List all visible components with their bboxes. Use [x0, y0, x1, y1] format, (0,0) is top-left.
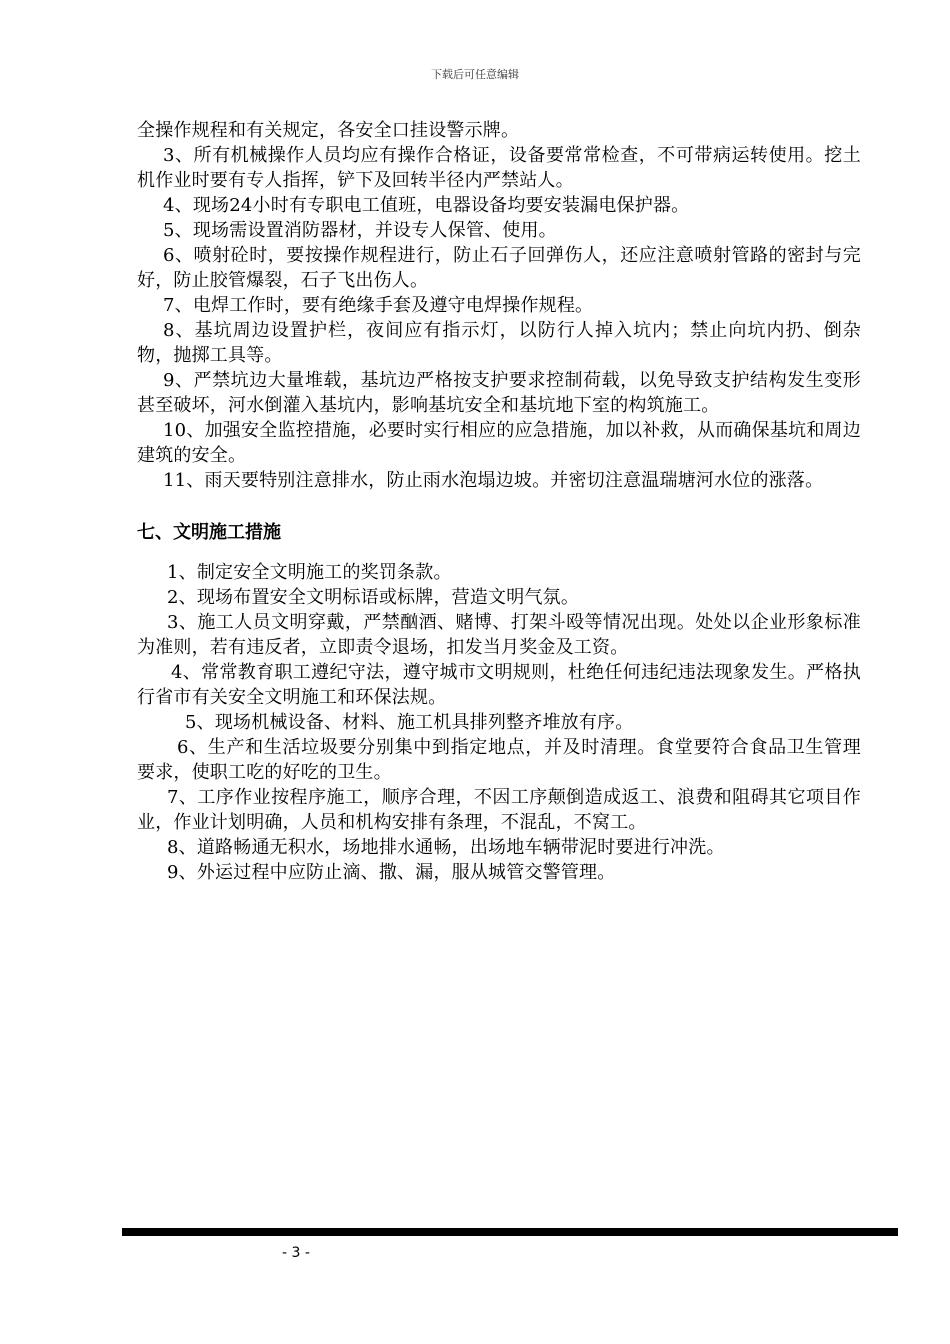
paragraph: 5、现场需设置消防器材，并设专人保管、使用。 [163, 220, 557, 241]
paragraph: 9、严禁坑边大量堆载，基坑边严格按支护要求控制荷载，以免导致支护结构发生变形甚至破坏，河水倒灌入基坑内，影响基坑安全和基坑地下室的构筑施工。 [137, 370, 861, 416]
section-heading: 七、文明施工措施 [137, 522, 281, 543]
paragraph: 全操作规程和有关规定，各安全口挂设警示牌。 [137, 120, 520, 141]
paragraph: 5、现场机械设备、材料、施工机具排列整齐堆放有序。 [185, 712, 634, 733]
paragraph: 4、现场24小时有专职电工值班，电器设备均要安装漏电保护器。 [163, 195, 690, 216]
paragraph: 10、加强安全监控措施，必要时实行相应的应急措施，加以补救，从而确保基坑和周边建筑的安全。 [137, 420, 861, 466]
paragraph: 9、外运过程中应防止滴、撒、漏，服从城管交警管理。 [167, 862, 616, 883]
paragraph: 8、道路畅通无积水，场地排水通畅，出场地车辆带泥时要进行冲洗。 [167, 837, 725, 858]
page-header: 下载后可任意编辑 [431, 68, 519, 81]
paragraph: 1、制定安全文明施工的奖罚条款。 [167, 562, 452, 583]
paragraph: 11、雨天要特别注意排水，防止雨水泡塌边坡。并密切注意温瑞塘河水位的涨落。 [163, 470, 824, 491]
paragraph: 8、基坑周边设置护栏，夜间应有指示灯，以防行人掉入坑内；禁止向坑内扔、倒杂物，抛掷工具等。 [137, 320, 861, 366]
page-number: - 3 - [282, 1245, 310, 1261]
footer-rule [122, 1228, 898, 1236]
paragraph: 3、施工人员文明穿戴，严禁酗酒、赌博、打架斗殴等情况出现。处处以企业形象标准为准则，若有违反者，立即责令退场，扣发当月奖金及工资。 [137, 612, 861, 658]
paragraph: 3、所有机械操作人员均应有操作合格证，设备要常常检查，不可带病运转使用。挖土机作业时要有专人指挥，铲下及回转半径内严禁站人。 [137, 145, 861, 191]
paragraph: 6、生产和生活垃圾要分别集中到指定地点，并及时清理。食堂要符合食品卫生管理要求，使职工吃的好吃的卫生。 [137, 737, 861, 783]
paragraph: 7、电焊工作时，要有绝缘手套及遵守电焊操作规程。 [163, 295, 594, 316]
paragraph: 7、工序作业按程序施工，顺序合理，不因工序颠倒造成返工、浪费和阻碍其它项目作业，作业计划明确，人员和机构安排有条理，不混乱，不窝工。 [137, 787, 861, 833]
document-body [137, 118, 861, 885]
paragraph: 6、喷射砼时，要按操作规程进行，防止石子回弹伤人，还应注意喷射管路的密封与完好，防止胶管爆裂，石子飞出伤人。 [137, 245, 861, 291]
paragraph: 4、常常教育职工遵纪守法，遵守城市文明规则，杜绝任何违纪违法现象发生。严格执行省市有关安全文明施工和环保法规。 [137, 662, 861, 708]
paragraph: 2、现场布置安全文明标语或标牌，营造文明气氛。 [167, 587, 580, 608]
